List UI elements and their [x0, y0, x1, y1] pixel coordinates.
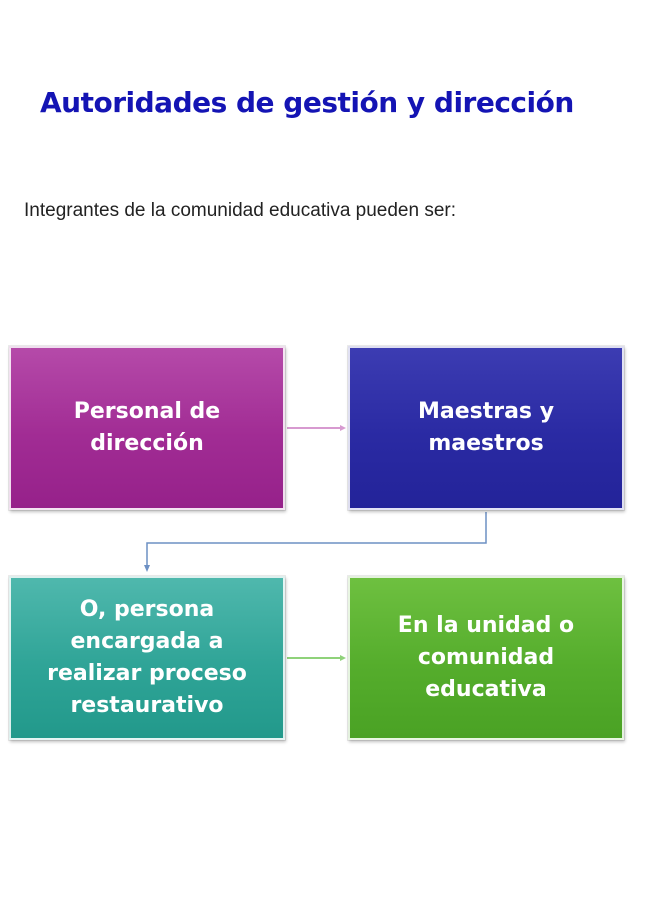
node-persona-encargada: [9, 576, 285, 740]
node-label: Personal de dirección: [73, 399, 221, 456]
node-label: En la unidad o comunidad educativa: [397, 613, 575, 702]
node-maestras-y-maestros: [348, 346, 624, 510]
edge-personal-to-maestras: [287, 425, 346, 431]
node-label: O, persona encargada a realizar proceso restaurativo: [47, 597, 247, 718]
node-unidad-comunidad-educativa: [348, 576, 624, 740]
edge-persona-to-comunidad: [287, 655, 346, 661]
page-subtitle: Integrantes de la comunidad educativa pueden ser:: [24, 200, 457, 221]
page-title: Autoridades de gestión y dirección: [40, 86, 574, 119]
edge-maestras-to-persona: [144, 512, 486, 572]
node-label: Maestras y maestros: [417, 399, 555, 456]
node-personal-de-direccion: [9, 346, 285, 510]
